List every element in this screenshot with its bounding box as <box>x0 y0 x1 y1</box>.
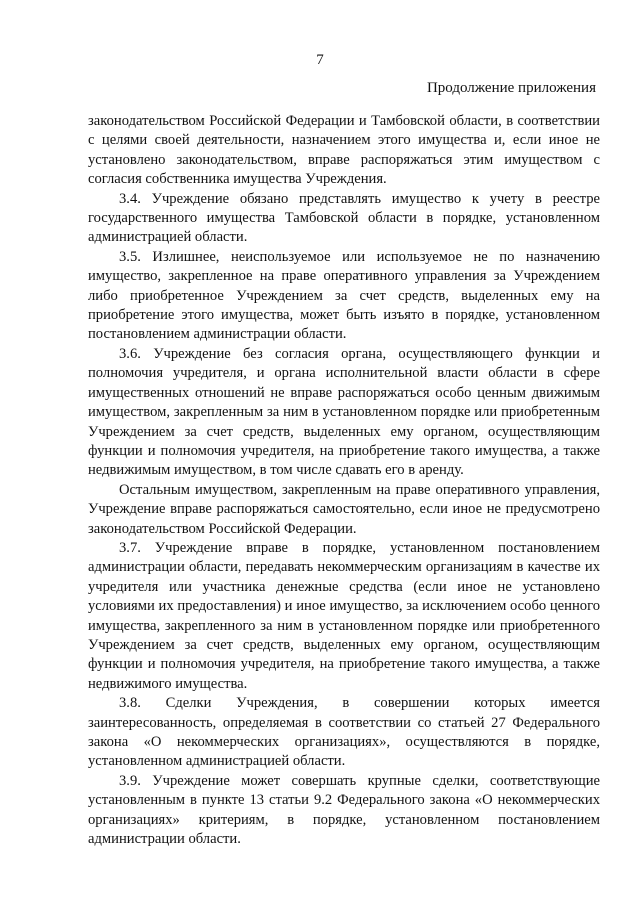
appendix-continuation-note: Продолжение приложения <box>426 80 596 96</box>
paragraph-3-8: 3.8. Сделки Учреждения, в совершении которых имеется заинтересованность, определяемая в соответствии со статьей 27 Федерального закона «О некоммерческих организациях», осуществляются в порядке, установленном администрацией области. <box>88 695 600 770</box>
paragraph-3-6: 3.6. Учреждение без согласия органа, осуществляющего функции и полномочия учредителя, и органа исполнительной власти области в сфере имущественных отношений не вправе распоряжаться особо ценным движимым имуществом, закрепленным за ним в установленном порядке или приобретенным Учреждением за счет средств, выделенных ему органом, осуществляющим функции и полномочия учредителя, на приобретение такого имущества, а также недвижимым имуществом, в том числе сдавать его в аренду. <box>88 345 600 479</box>
paragraph-3-9: 3.9. Учреждение может совершать крупные сделки, соответствующие установленным в пункте 13 статьи 9.2 Федерального закона «О некоммерческих организациях» критериям, в порядке, установленном постановлением администрации области. <box>88 772 600 848</box>
page-number: 7 <box>316 52 324 68</box>
document-body <box>88 112 600 849</box>
paragraph-other-property: Остальным имуществом, закрепленным на праве оперативного управления, Учреждение вправе распоряжаться самостоятельно, если иное не предусмотрено законодательством Российской Федерации. <box>88 481 600 537</box>
paragraph-3-4: 3.4. Учреждение обязано представлять имущество к учету в реестре государственного имущества Тамбовской области в порядке, установленном администрацией области. <box>88 190 600 246</box>
paragraph-3-5: 3.5. Излишнее, неиспользуемое или используемое не по назначению имущество, закрепленное на праве оперативного управления за Учреждением либо приобретенное Учреждением за счет средств, выделенных ему на приобретение этого имущества, может быть изъято в порядке, установленном постановлением администрации области. <box>88 248 600 343</box>
paragraph-continuation: законодательством Российской Федерации и Тамбовской области, в соответствии с целями своей деятельности, назначением этого имущества и, если иное не установлено законодательством, вправе распоряжаться этим имуществом с согласия собственника имущества Учреждения. <box>88 113 600 188</box>
paragraph-3-7: 3.7. Учреждение вправе в порядке, установленном постановлением администрации области, передавать некоммерческим организациям в качестве их учредителя или участника денежные средства (если иное не установлено условиями их предоставления) и иное имущество, за исключением особо ценного имущества, закрепленного за ним в установленном порядке или приобретенного Учреждением за счет средств, выделенных ему органом, осуществляющим функции и полномочия учредителя, на приобретение такого имущества, а также недвижимого имущества. <box>88 539 600 692</box>
